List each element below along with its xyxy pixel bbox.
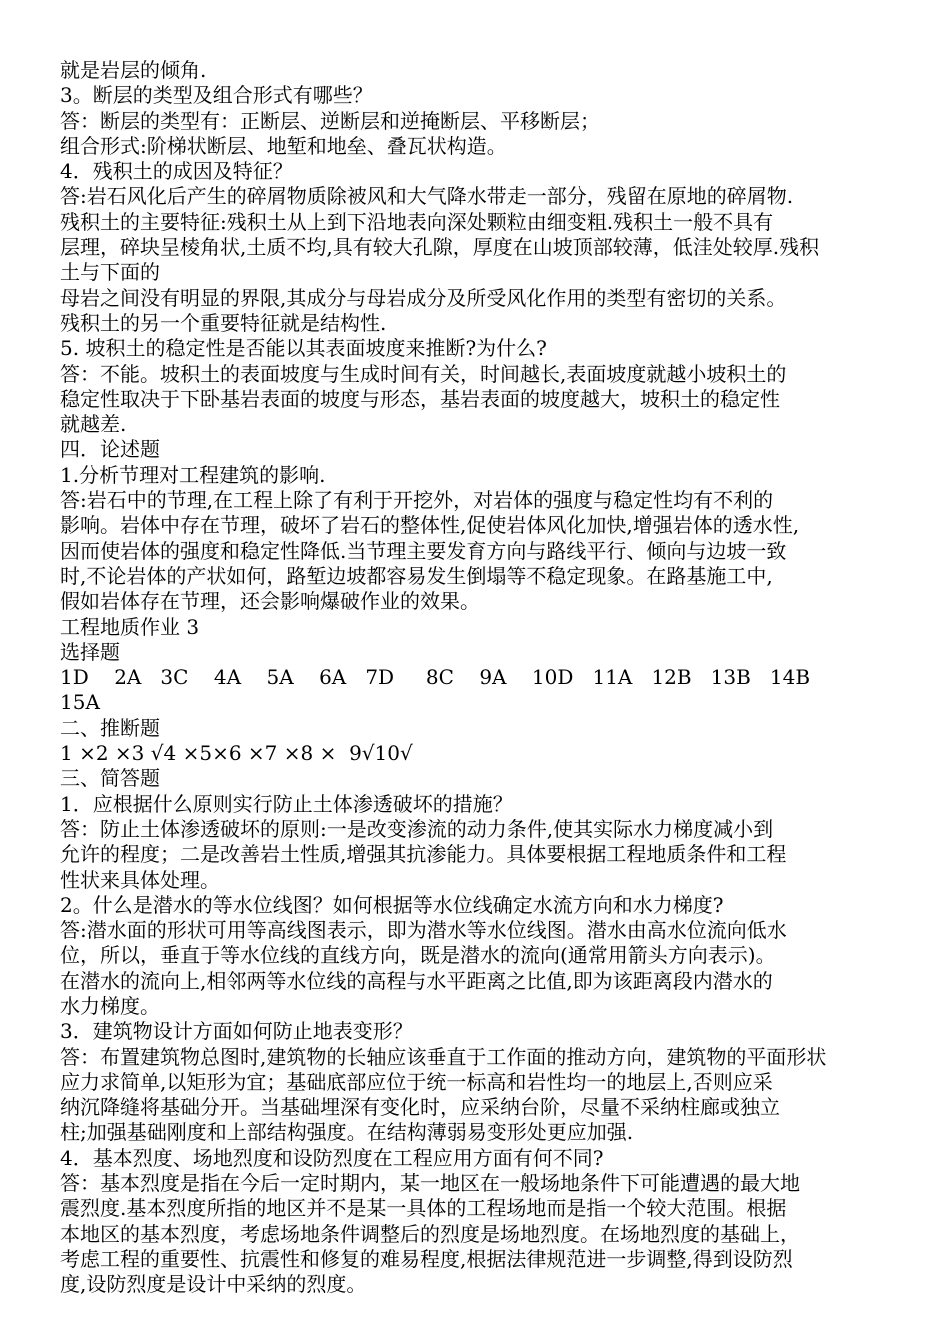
question-heading: 1.分析节理对工程建筑的影响. [60,462,326,487]
text-line: 考虑工程的重要性、抗震性和修复的难易程度,根据法律规范进一步调整,得到设防烈 [60,1246,793,1271]
text-line: 因而使岩体的强度和稳定性降低.当节理主要发育方向与路线平行、倾向与边坡一致 [60,538,787,563]
text-line: 就越差. [60,412,127,437]
answer-key-line: 15A [60,690,100,715]
text-line: 残积土的另一个重要特征就是结构性. [60,310,387,335]
section-heading: 四．论述题 [60,437,160,462]
question-heading: 3。断层的类型及组合形式有哪些？ [60,83,373,108]
question-heading: 1．应根据什么原则实行防止土体渗透破坏的措施？ [60,791,513,816]
question-heading: 4．残积土的成因及特征？ [60,159,293,184]
text-line: 水力梯度。 [60,993,160,1018]
answer-key-line: 1 ×2 ×3 √4 ×5×6 ×7 ×8 × 9√10√ [60,741,413,766]
question-heading: 2。什么是潜水的等水位线图？如何根据等水位线确定水流方向和水力梯度? [60,892,724,917]
text-line: 土与下面的 [60,260,160,285]
text-line: 就是岩层的倾角. [60,58,207,82]
answer-line: 答：基本烈度是指在今后一定时期内，某一地区在一般场地条件下可能遭遇的最大地 [60,1171,800,1196]
text-line: 柱;加强基础刚度和上部结构强度。在结构薄弱易变形处更应加强. [60,1120,634,1145]
text-line: 假如岩体存在节理，还会影响爆破作业的效果。 [60,589,480,614]
answer-line: 答:潜水面的形状可用等高线图表示，即为潜水等水位线图。潜水由高水位流向低水 [60,918,787,943]
text-line: 位，所以，垂直于等水位线的直线方向，既是潜水的流向(通常用箭头方向表示)。 [60,943,776,968]
question-heading: 4．基本烈度、场地烈度和设防烈度在工程应用方面有何不同? [60,1145,604,1170]
text-line: 震烈度.基本烈度所指的地区并不是某一具体的工程场地而是指一个较大范围。根据 [60,1196,787,1221]
text-line: 时,不论岩体的产状如何，路堑边坡都容易发生倒塌等不稳定现象。在路基施工中, [60,563,773,588]
question-heading: 3．建筑物设计方面如何防止地表变形？ [60,1019,413,1044]
text-line: 层理，碎块呈棱角状,土质不均,具有较大孔隙，厚度在山坡顶部较薄，低洼处较厚.残积 [60,235,820,260]
question-heading: 5. 坡积土的稳定性是否能以其表面坡度来推断?为什么? [60,336,547,361]
answer-line: 答：断层的类型有：正断层、逆断层和逆掩断层、平移断层； [60,108,600,133]
text-line: 在潜水的流向上,相邻两等水位线的高程与水平距离之比值,即为该距离段内潜水的 [60,968,773,993]
text-line: 稳定性取决于下卧基岩表面的坡度与形态，基岩表面的坡度越大，坡积土的稳定性 [60,386,780,411]
text-line: 度,设防烈度是设计中采纳的烈度。 [60,1272,367,1297]
text-line: 母岩之间没有明显的界限,其成分与母岩成分及所受风化作用的类型有密切的关系。 [60,285,787,310]
section-heading: 三、简答题 [60,766,160,791]
text-line: 残积土的主要特征:残积土从上到下沿地表向深处颗粒由细变粗.残积土一般不具有 [60,209,774,234]
text-line: 组合形式:阶梯状断层、地堑和地垒、叠瓦状构造。 [60,133,507,158]
text-line: 本地区的基本烈度，考虑场地条件调整后的烈度是场地烈度。在场地烈度的基础上， [60,1221,800,1246]
answer-line: 答：防止土体渗透破坏的原则:一是改变渗流的动力条件,使其实际水力梯度减小到 [60,816,774,841]
answer-line: 答：布置建筑物总图时,建筑物的长轴应该垂直于工作面的推动方向，建筑物的平面形状 [60,1044,827,1069]
answer-line: 答:岩石中的节理,在工程上除了有利于开挖外，对岩体的强度与稳定性均有不利的 [60,488,774,513]
answer-line: 答:岩石风化后产生的碎屑物质除被风和大气降水带走一部分，残留在原地的碎屑物. [60,184,794,209]
answer-line: 答：不能。坡积土的表面坡度与生成时间有关，时间越长,表面坡度就越小坡积土的 [60,361,787,386]
text-line: 纳沉降缝将基础分开。当基础埋深有变化时，应采纳台阶，尽量不采纳柱廊或独立 [60,1095,780,1120]
section-heading: 选择题 [60,639,120,664]
text-line: 影响。岩体中存在节理，破坏了岩石的整体性,促使岩体风化加快,增强岩体的透水性, [60,513,800,538]
text-line: 允许的程度；二是改善岩土性质,增强其抗渗能力。具体要根据工程地质条件和工程 [60,842,787,867]
document-page [60,58,900,1298]
answer-key-line: 1D 2A 3C 4A 5A 6A 7D 8C 9A 10D 11A 12B 13B 14B [60,665,811,690]
assignment-title: 工程地质作业 3 [60,614,200,639]
text-line: 应力求简单,以矩形为宜；基础底部应位于统一标高和岩性均一的地层上,否则应采 [60,1069,773,1094]
section-heading: 二、推断题 [60,715,160,740]
text-line: 性状来具体处理。 [60,867,220,892]
